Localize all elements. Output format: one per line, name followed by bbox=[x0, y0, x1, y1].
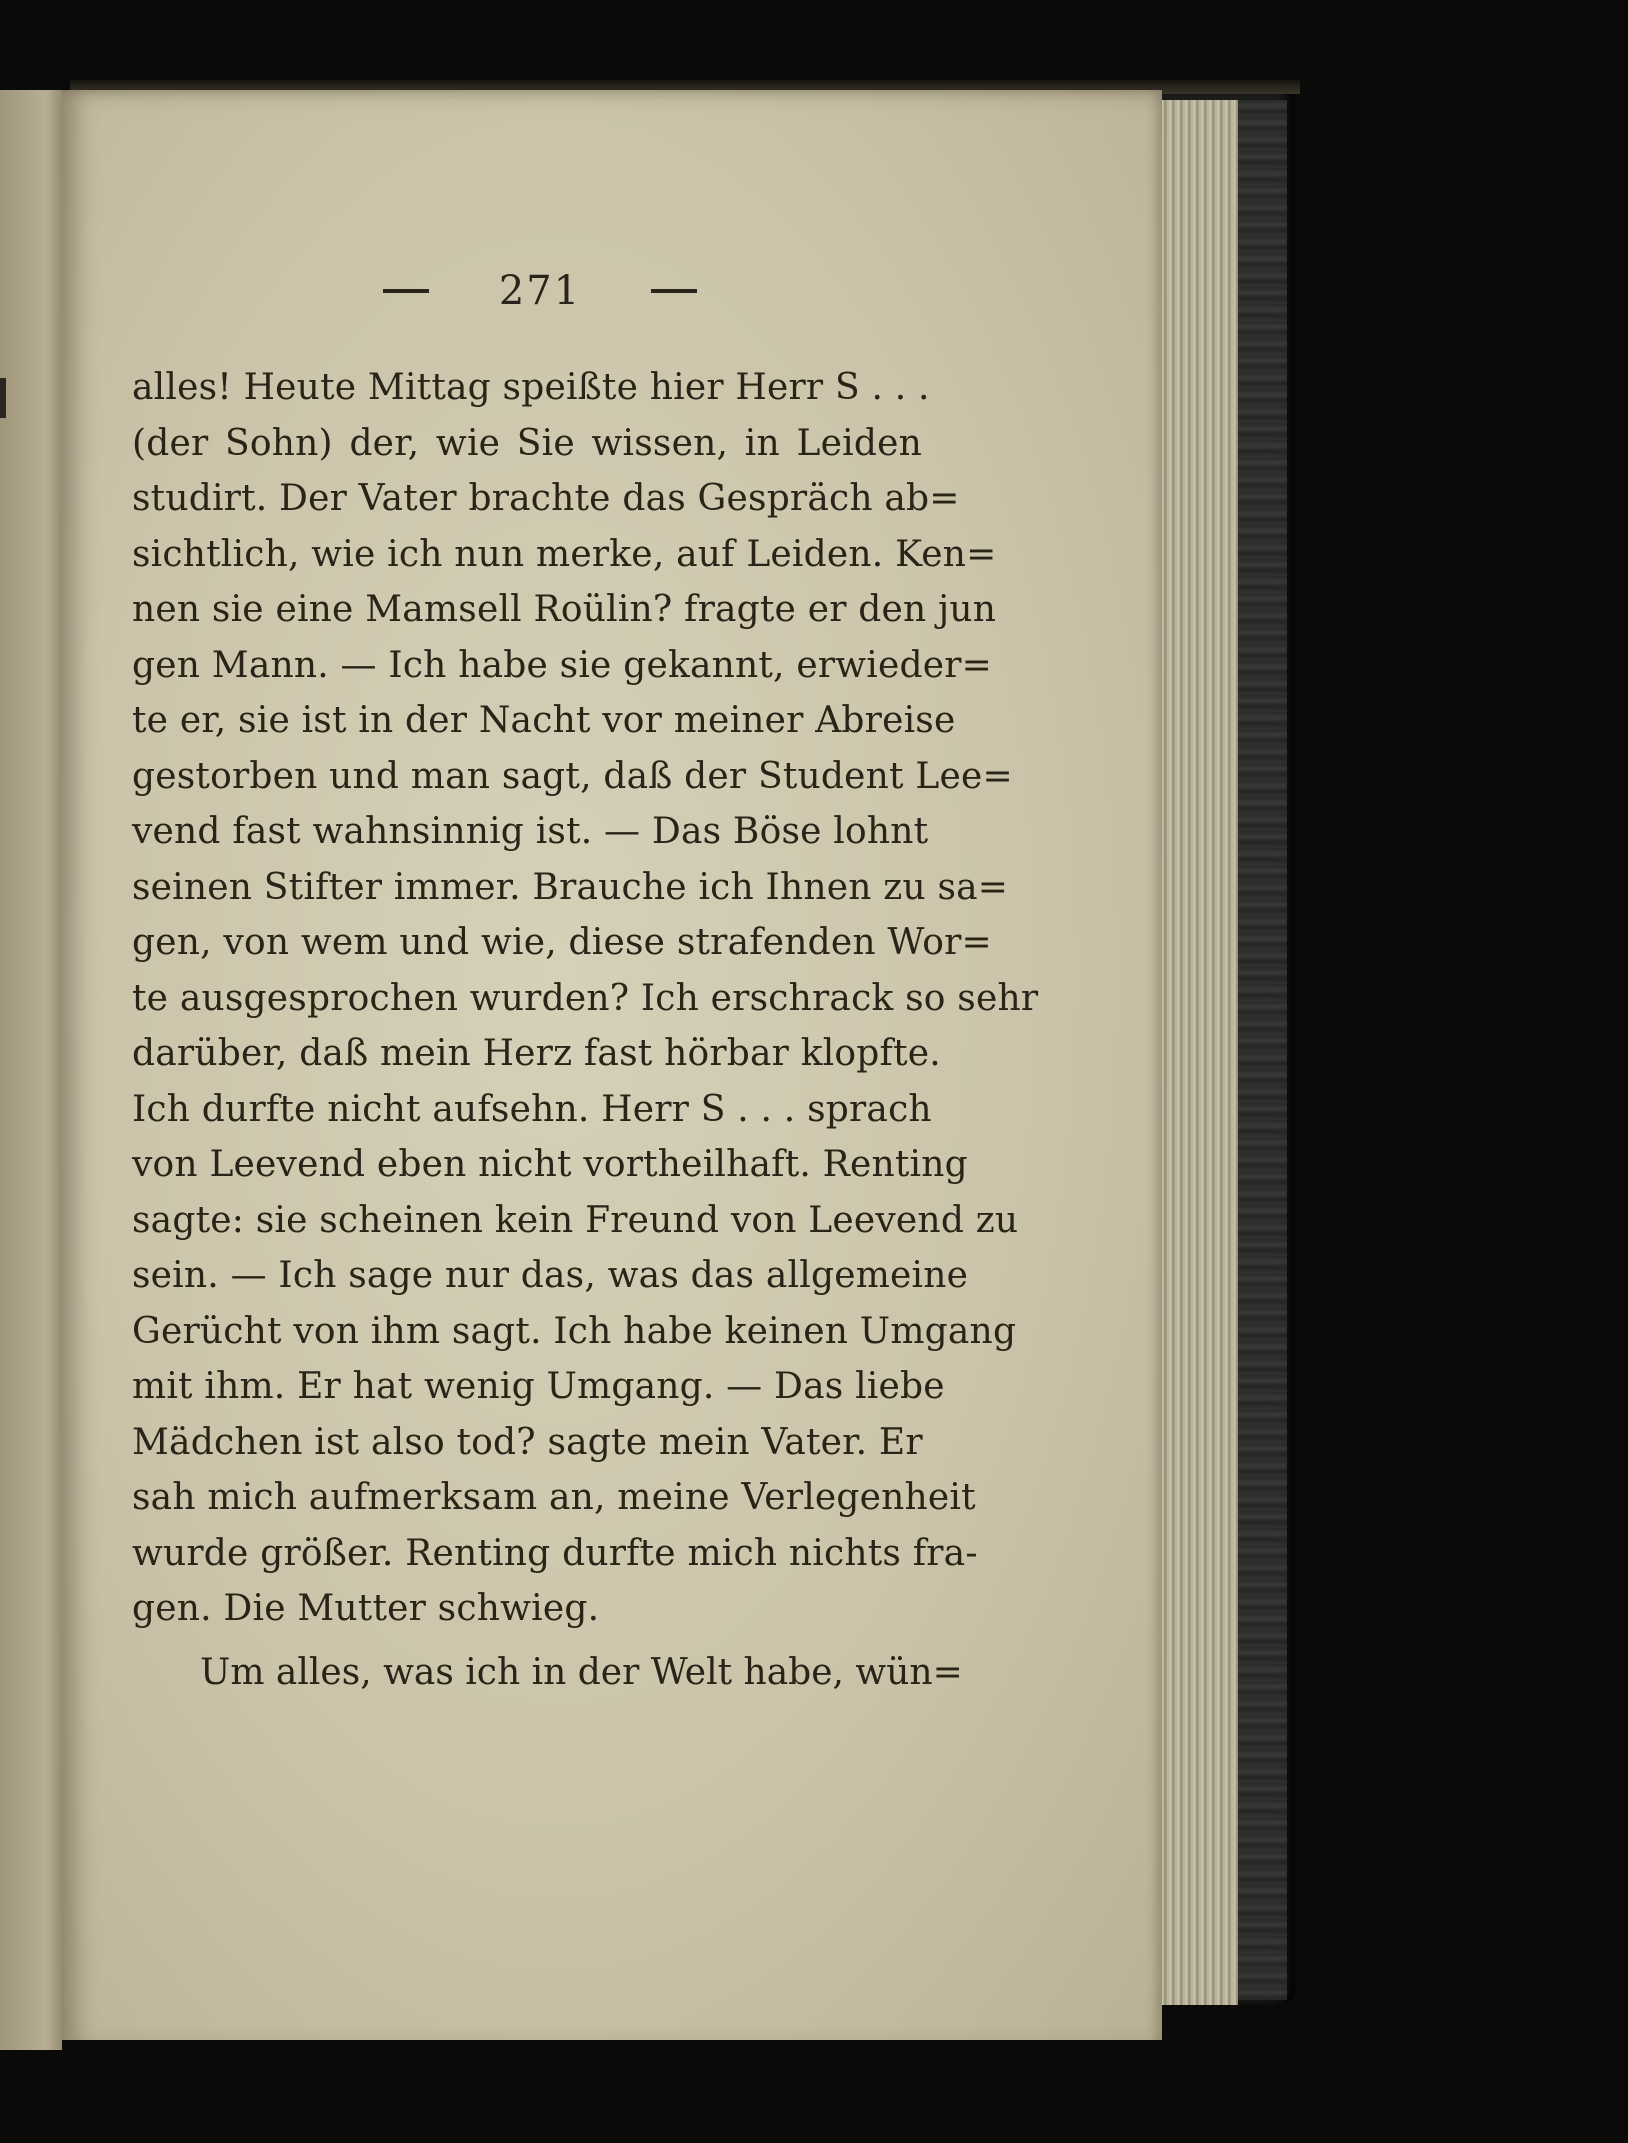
text-line: te er, sie ist in der Nacht vor meiner Abreise bbox=[132, 700, 956, 741]
previous-page-edge bbox=[0, 90, 66, 2050]
text-line: sein. — Ich sage nur das, was das allgemeine bbox=[132, 1255, 969, 1296]
header-dash-right bbox=[651, 289, 697, 293]
paragraph-start: Um alles, was ich in der Welt habe, wün= bbox=[200, 1652, 963, 1693]
text-line: gen. Die Mutter schwieg. bbox=[132, 1588, 600, 1629]
header-dash-left bbox=[383, 289, 429, 293]
text-line: wurde größer. Renting durfte mich nichts fra- bbox=[132, 1532, 978, 1574]
text-line: Ich durfte nicht aufsehn. Herr S . . . sprach bbox=[132, 1088, 932, 1130]
text-line: alles! Heute Mittag speißte hier Herr S . . . bbox=[132, 367, 930, 408]
text-line: gen Mann. — Ich habe sie gekannt, erwieder= bbox=[132, 644, 993, 686]
text-line: sichtlich, wie ich nun merke, auf Leiden. Ken= bbox=[132, 533, 997, 575]
page-header bbox=[340, 268, 740, 314]
text-line: sah mich aufmerksam an, meine Verlegenheit bbox=[132, 1477, 976, 1518]
text-line: nen sie eine Mamsell Roülin? fragte er den jun bbox=[132, 589, 997, 630]
text-line: vend fast wahnsinnig ist. — Das Böse lohnt bbox=[132, 811, 929, 852]
margin-mark bbox=[0, 378, 6, 418]
text-line: (der Sohn) der, wie Sie wissen, in Leiden bbox=[132, 422, 922, 464]
text-line: mit ihm. Er hat wenig Umgang. — Das liebe bbox=[132, 1366, 945, 1407]
text-line: studirt. Der Vater brachte das Gespräch ab= bbox=[132, 478, 960, 519]
text-line: gestorben und man sagt, daß der Student Lee= bbox=[132, 755, 1013, 797]
page-number: 271 bbox=[498, 268, 582, 314]
text-line: seinen Stifter immer. Brauche ich Ihnen zu sa= bbox=[132, 866, 1009, 908]
text-line: darüber, daß mein Herz fast hörbar klopfte. bbox=[132, 1033, 941, 1074]
page-bottom-shadow bbox=[62, 2040, 1162, 2143]
text-line: sagte: sie scheinen kein Freund von Leevend zu bbox=[132, 1199, 1019, 1241]
text-line: Mädchen ist also tod? sagte mein Vater. Er bbox=[132, 1421, 923, 1463]
text-line: von Leevend eben nicht vortheilhaft. Renting bbox=[132, 1144, 968, 1185]
body-text bbox=[132, 360, 1039, 1637]
text-line: gen, von wem und wie, diese strafenden Wor= bbox=[132, 922, 992, 963]
text-line: Gerücht von ihm sagt. Ich habe keinen Umgang bbox=[132, 1310, 1017, 1352]
text-line: te ausgesprochen wurden? Ich erschrack so sehr bbox=[132, 977, 1039, 1019]
